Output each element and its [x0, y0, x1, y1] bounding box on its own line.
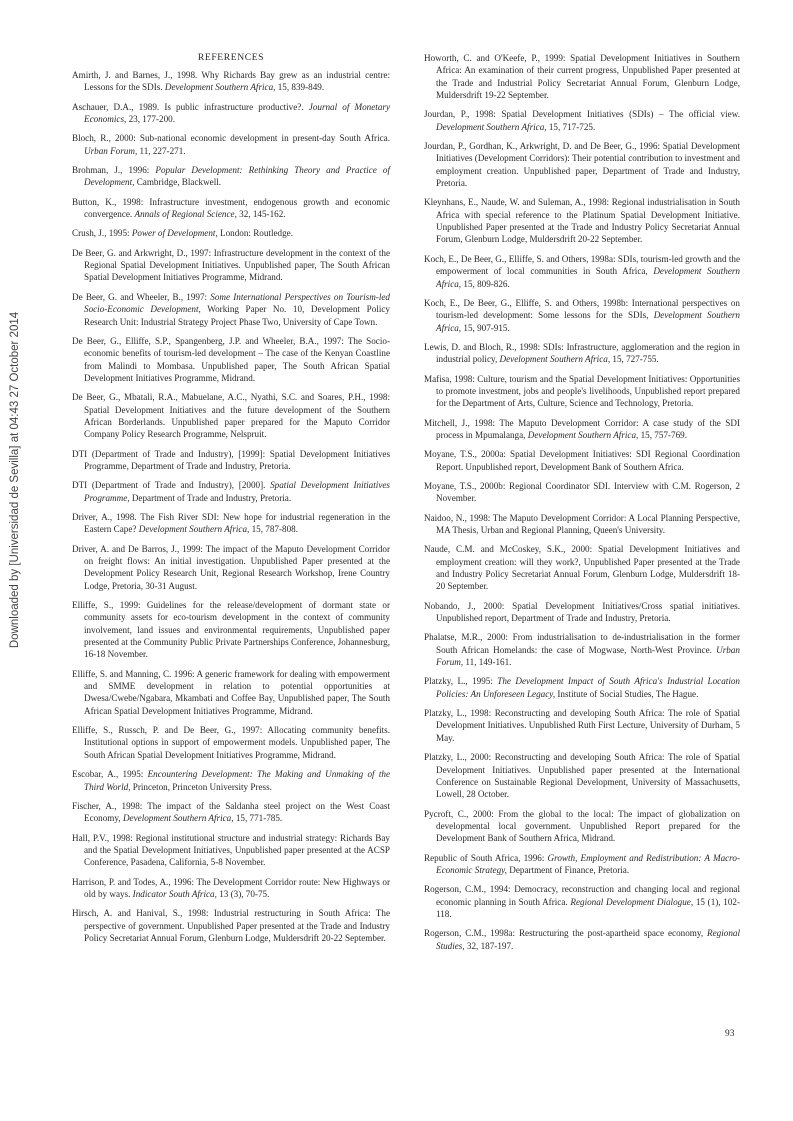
reference-text: De Beer, G. and Arkwright, D., 1997: Infrastructure development in the context of the Regional Spatial Development Initiatives. Unpublished paper, The South African Spatial Development Initiatives Programme, Midrand. — [72, 247, 390, 283]
reference-source-title: Urban Forum, — [84, 145, 138, 156]
reference-text: Fischer, A., 1998: The impact of the Saldanha steel project on the West Coast Economy, — [72, 800, 390, 824]
reference-text: Republic of South Africa, 1996: — [424, 852, 548, 863]
reference-text: Lewis, D. and Bloch, R., 1998: SDIs: Infrastructure, agglomeration and the region in industrial policy, — [424, 341, 740, 365]
reference-text: Jourdan, P., Gordhan, K., Arkwright, D. and De Beer, G., 1996: Spatial Development Initiatives (Development Corridors): Their potential contribution to investment and employment creation. Unpublished paper, Department of Trade and Industry, Pretoria. — [424, 141, 740, 189]
reference-citation-details: 15, 727-755. — [610, 354, 659, 365]
reference-citation-details: 15, 717-725. — [546, 121, 596, 132]
right-column — [424, 52, 740, 959]
reference-text: Phalatse, M.R., 2000: From industrialisation to de-industrialisation in the former South African Homelands: the case of Mogwase, North-West Province. — [424, 632, 740, 655]
reference-text: Rogerson, C.M., 1994: Democracy, reconstruction and changing local and regional economic planning in South Africa. — [424, 884, 740, 907]
reference-source-title: Development Southern Africa, — [436, 310, 740, 333]
reference-entry — [72, 391, 390, 440]
reference-citation-details: Department of Finance, Pretoria. — [506, 864, 630, 875]
reference-source-title: Development Southern Africa, — [527, 429, 639, 440]
reference-text: Naidoo, N., 1998: The Maputo Development Corridor: A Local Planning Perspective, MA Thesis, Urban and Regional Planning, Queen's University. — [424, 512, 740, 535]
reference-entry — [72, 335, 390, 384]
reference-text: Koch, E., De Beer, G., Elliffe, S. and Others, 1998a: SDIs, tourism-led growth and the empowerment of local communities in South Africa, — [424, 253, 740, 277]
reference-source-title: Regional Studies, — [436, 928, 740, 951]
reference-text: Howorth, C. and O'Keefe, P., 1999: Spatial Development Initiatives in Southern Africa: An examination of their current progress, Unpublished Paper presented at the Trade and Industrial Policy Secretariat Annual Forum, Glenburn Lodge, Muldersdrift 19-22 September. — [424, 53, 740, 101]
reference-text: Elliffe, S., 1999: Guidelines for the release/development of dormant state or community assets for eco-tourism development in the context of community involvement, land issues and environmental requirements, Unpublished paper presented at the Community Public Private Partnerships Conference, Johannesburg, 16-18 November. — [72, 600, 390, 660]
reference-text: Crush, J., 1995: — [72, 228, 132, 239]
reference-entry — [72, 291, 390, 328]
reference-source-title: Urban Forum, — [436, 644, 740, 668]
reference-source-title: Development Southern Africa, — [499, 354, 611, 365]
reference-entry — [72, 511, 390, 536]
reference-entry — [424, 927, 740, 952]
reference-citation-details: 15 (1), 102-118. — [436, 896, 740, 919]
reference-text: Moyane, T.S., 2000b: Regional Coordinator SDI. Interview with C.M. Rogerson, 2 November. — [424, 480, 740, 504]
reference-text: Driver, A., 1998. The Fish River SDI: New hope for industrial regeneration in the Eastern Cape? — [72, 511, 390, 535]
left-column — [72, 52, 390, 951]
reference-source-title: Development Southern Africa, — [436, 266, 740, 289]
reference-citation-details: 15, 757-769. — [638, 429, 687, 440]
reference-entry — [72, 101, 390, 126]
reference-entry — [72, 724, 390, 761]
reference-entry — [424, 751, 740, 800]
reference-text: De Beer, G., Elliffe, S.P., Spangenberg, J.P. and Wheeler, B.A., 1997: The Socio-economic benefits of tourism-led development – The case of the Kenyan Coastline from Malindi to Mombasa. Unpublished paper, The South African Spatial Development Initiatives Programme, Midrand. — [72, 335, 390, 383]
reference-entry — [424, 297, 740, 334]
reference-text: Nobando, J., 2000: Spatial Development Initiatives/Cross spatial initiatives. Unpublished report, Department of Trade and Industry, Pretoria. — [424, 600, 740, 624]
reference-text: Kleynhans, E., Naude, W. and Suleman, A., 1998: Regional industrialisation in South Africa with special reference to the Platinum Spatial Development Initiative. Unpublished Paper presented at the Trade and Industry Policy Secretariat Annual Forum, Glenburn Lodge, Muldersdrift 20-22 September. — [424, 197, 740, 245]
download-watermark-text: Downloaded by [Universidad de Sevilla] at 04:43 27 October 2014 — [9, 311, 21, 649]
reference-entry — [72, 227, 390, 239]
reference-source-title: Development Southern Africa, — [436, 121, 547, 132]
reference-text: Mafisa, 1998: Culture, tourism and the Spatial Development Initiatives: Opportunities to promote investment, jobs and people's livelihoods, Unpublished report prepared for the Department of Arts, Culture, Science and Technology, Pretoria. — [424, 373, 740, 409]
reference-entry — [72, 448, 390, 473]
reference-source-title: Development Southern Africa, — [122, 813, 234, 824]
reference-entry — [424, 52, 740, 101]
reference-source-title: Indicator South Africa, — [132, 888, 217, 899]
reference-text: Driver, A. and De Barros, J., 1999: The impact of the Maputo Development Corridor on freight flows: An initial investigation. Unpublished Paper presented at the Development Policy Research Unit, Regional Research Workshop, Irene Country Lodge, Pretoria, 30-31 August. — [72, 543, 390, 591]
reference-text: De Beer, G. and Wheeler, B., 1997: — [72, 291, 211, 302]
reference-text: Amirth, J. and Barnes, J., 1998. Why Richards Bay grew as an industrial centre: Lessons for the SDIs. — [72, 70, 390, 93]
download-watermark — [2, 200, 28, 760]
reference-citation-details: Cambridge, Blackwell. — [134, 177, 222, 188]
reference-text: Harrison, P. and Todes, A., 1996: The Development Corridor route: New Highways or old by ways. — [72, 876, 390, 899]
reference-entry — [72, 907, 390, 944]
page-number: 93 — [725, 1029, 735, 1039]
reference-text: Escobar, A., 1995: — [72, 769, 148, 780]
reference-entry — [72, 768, 390, 793]
reference-citation-details: 11, 227-271. — [137, 145, 186, 156]
reference-citation-details: 15, 771-785. — [233, 813, 283, 824]
reference-text: Button, K., 1998: Infrastructure investment, endogenous growth and economic convergence. — [72, 196, 390, 220]
reference-text: Koch, E., De Beer, G., Elliffe, S. and Others, 1998b: International perspectives on tourism-led development: Some lessons for the SDIs, — [424, 297, 740, 321]
reference-entry — [72, 876, 390, 901]
reference-citation-details: Institute of Social Studies, The Hague. — [555, 688, 699, 699]
reference-text: Aschauer, D.A., 1989. Is public infrastructure productive?. — [72, 101, 309, 112]
reference-source-title: Regional Development Dialogue, — [570, 896, 694, 907]
reference-entry — [72, 479, 390, 504]
reference-entry — [424, 543, 740, 592]
reference-entry — [424, 852, 740, 877]
reference-source-title: The Development Impact of South Africa's Industrial Location Policies: An Unforeseen Legacy, — [436, 676, 740, 699]
reference-text: Pycroft, C., 2000: From the global to the local: The impact of globalization on developmental local government. Unpublished Report prepared for the Development Bank of Southern Africa, Midrand. — [424, 808, 740, 844]
reference-entry — [424, 883, 740, 920]
reference-text: Hirsch, A. and Hanival, S., 1998: Industrial restructuring in South Africa: The perspective of government. Unpublished Paper presented at the Trade and Industry Policy Secretariat Annual Forum, Glenburn Lodge, Muldersdrift 20-22 September. — [72, 908, 390, 943]
reference-text: Hall, P.V., 1998: Regional institutional structure and industrial strategy: Richards Bay and the Spatial Development Initiatives, Unpublished paper presented at the ACSP Conference, Pasadena, California, 5-8 November. — [72, 832, 390, 868]
reference-citation-details: Department of Trade and Industry, Pretoria. — [129, 492, 292, 503]
reference-text: Platzky, L., 1998: Reconstructing and developing South Africa: The role of Spatial Development Initiatives. Unpublished Ruth First Lecture, University of Durham, 5 May. — [424, 708, 740, 743]
reference-citation-details: 15, 907-915. — [461, 322, 510, 333]
left-reference-list — [72, 69, 390, 944]
reference-entry — [72, 196, 390, 221]
reference-citation-details: 32, 187-197. — [464, 940, 514, 951]
reference-citation-details: Princeton, Princeton University Press. — [130, 781, 272, 792]
reference-entry — [424, 480, 740, 505]
reference-entry — [424, 707, 740, 744]
reference-text: De Beer, G., Mbatali, R.A., Mabuelane, A.C., Nyathi, S.C. and Soares, P.H., 1998: Spatial Development Initiatives and the future development of the Southern African Borderlands. Unpublished paper prepared for the Maputo Corridor Company Policy Research Programme, Nelspruit. — [72, 392, 390, 440]
reference-text: DTI (Department of Trade and Industry), [1999]: Spatial Development Initiatives Programme, Department of Trade and Industry, Pretoria. — [72, 448, 390, 471]
reference-citation-details: 13 (3), 70-75. — [216, 888, 270, 899]
reference-text: Platzky, L., 1995: — [424, 676, 498, 687]
reference-text: Bloch, R., 2000: Sub-national economic development in present-day South Africa. — [72, 133, 390, 144]
reference-entry — [424, 512, 740, 537]
reference-source-title: Spatial Development Initiatives Programme, — [84, 480, 390, 503]
reference-entry — [424, 341, 740, 366]
reference-entry — [72, 132, 390, 157]
reference-citation-details: London: Routledge. — [217, 228, 294, 239]
reference-entry — [72, 543, 390, 592]
reference-text: Elliffe, S., Russch, P. and De Beer, G., 1997: Allocating community benefits. Institutional options in support of empowerment models. Unpublished paper, The South African Spatial Development Initiatives Programme, Midrand. — [72, 725, 390, 760]
reference-citation-details: 11, 149-161. — [463, 657, 512, 668]
reference-text: Jourdan, P., 1998: Spatial Development Initiatives (SDIs) – The official view. — [424, 109, 740, 120]
reference-text: Mitchell, J., 1998: The Maputo Development Corridor: A case study of the SDI process in Mpumalanga, — [424, 417, 740, 440]
reference-citation-details: 32, 145-162. — [236, 209, 286, 220]
reference-entry — [72, 832, 390, 869]
reference-source-title: Annals of Regional Science, — [134, 209, 237, 220]
reference-source-title: Popular Development: Rethinking Theory and Practice of Development, — [84, 165, 390, 188]
reference-citation-details: 15, 809-826. — [461, 278, 510, 289]
reference-entry — [72, 164, 390, 189]
reference-text: Elliffe, S. and Manning, C. 1996: A generic framework for dealing with empowerment and SMME development in relation to potential opportunities at Dwesa/Cwebe/Ngabara, Mkambati and Coffee Bay, Unpublished paper, The South African Spatial Development Initiatives Programme, Midrand. — [72, 668, 390, 716]
reference-entry — [424, 600, 740, 625]
reference-text: DTI (Department of Trade and Industry), [2000]. — [72, 480, 271, 491]
reference-text: Rogerson, C.M., 1998a: Restructuring the post-apartheid space economy, — [424, 928, 708, 939]
reference-source-title: Journal of Monetary Economics, — [84, 101, 390, 125]
reference-entry — [424, 253, 740, 290]
reference-entry — [424, 140, 740, 189]
reference-entry — [424, 631, 740, 668]
reference-citation-details: 23, 177-200. — [126, 114, 175, 125]
reference-source-title: Some International Perspectives on Tourism-led Socio-Economic Development, — [84, 291, 390, 315]
reference-source-title: Power of Development, — [131, 228, 218, 239]
reference-source-title: Growth, Employment and Redistribution: A Macro-Economic Strategy, — [436, 852, 740, 875]
reference-entry — [424, 417, 740, 442]
reference-entry — [424, 808, 740, 845]
reference-source-title: Development Southern Africa, — [138, 524, 250, 535]
reference-entry — [72, 69, 390, 94]
reference-entry — [72, 599, 390, 661]
right-reference-list — [424, 52, 740, 952]
reference-text: Naude, C.M. and McCoskey, S.K., 2000: Spatial Development Initiatives and employment creation: will they work?, Unpublished Paper presented at the Trade and Industry Policy Secretariat Annual Forum, Glenburn Lodge, Muldersdrift 18-20 September. — [424, 544, 740, 592]
reference-entry — [424, 196, 740, 245]
reference-entry — [424, 448, 740, 473]
reference-entry — [424, 108, 740, 133]
reference-citation-details: 15, 787-808. — [249, 524, 298, 535]
reference-entry — [424, 373, 740, 410]
reference-citation-details: 15, 839-849. — [275, 82, 325, 93]
reference-entry — [72, 668, 390, 717]
reference-entry — [72, 247, 390, 284]
references-heading: REFERENCES — [197, 52, 265, 63]
reference-citation-details: Working Paper No. 10, Development Policy Research Unit: Industrial Strategy Project Phase Two, University of Cape Town. — [84, 304, 390, 327]
reference-text: Moyane, T.S., 2000a: Spatial Development Initiatives: SDI Regional Coordination Report. Unpublished report, Development Bank of Southern Africa. — [424, 449, 740, 472]
reference-entry — [72, 800, 390, 825]
reference-text: Platzky, L., 2000: Reconstructing and developing South Africa: The role of Spatial Development Initiatives. Unpublished paper presented at the International Conference on Sustainable Regional Development, University of Massachusetts, Lowell, 28 October. — [424, 752, 740, 800]
reference-source-title: Development Southern Africa, — [164, 82, 276, 93]
reference-entry — [424, 675, 740, 700]
reference-source-title: Encountering Development: The Making and Unmaking of the Third World, — [84, 769, 390, 792]
reference-text: Brohman, J., 1996: — [72, 165, 156, 176]
